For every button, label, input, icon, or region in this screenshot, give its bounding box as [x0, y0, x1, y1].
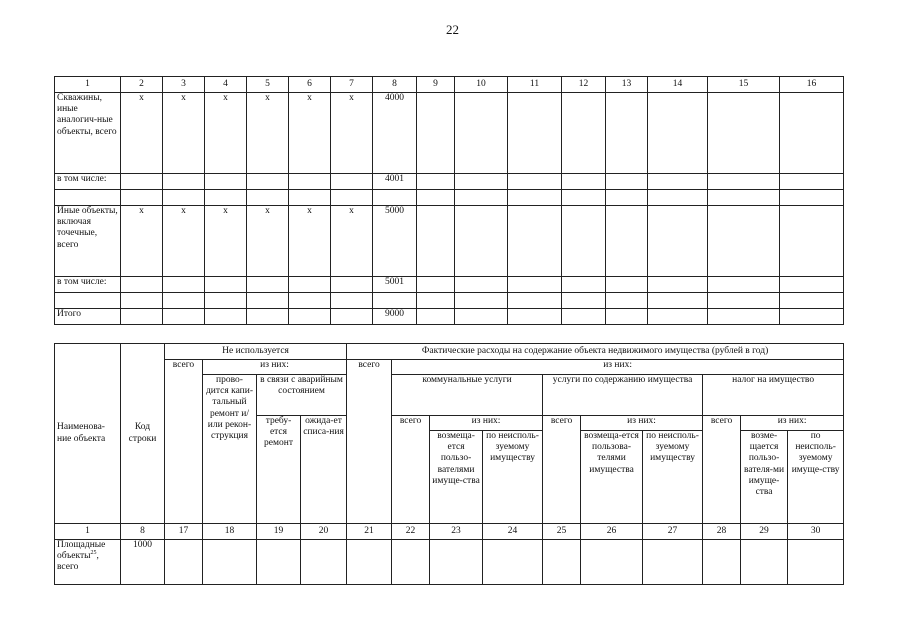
- data-cell: [643, 540, 703, 585]
- data-cell: [562, 206, 606, 277]
- data-cell: [417, 206, 455, 277]
- data-cell: [708, 293, 780, 309]
- data-cell: [508, 206, 562, 277]
- column-number: 10: [455, 77, 508, 93]
- table-row: [55, 293, 844, 309]
- data-cell: [606, 206, 648, 277]
- column-number: 20: [301, 524, 347, 540]
- data-cell: [165, 540, 203, 585]
- row-area-objects-code: 1000: [121, 540, 165, 585]
- row-area-objects-name: Площадные объекты$^{25}$, всего: [55, 540, 121, 585]
- data-cell: [562, 309, 606, 325]
- data-cell: [417, 293, 455, 309]
- data-cell: [741, 540, 788, 585]
- data-cell: [121, 277, 163, 293]
- table-row: [55, 190, 844, 206]
- data-cell: [780, 93, 844, 174]
- data-cell: [289, 277, 331, 293]
- data-cell: [455, 174, 508, 190]
- x-mark: х: [163, 206, 205, 277]
- data-cell: [417, 309, 455, 325]
- data-cell: [121, 293, 163, 309]
- data-cell: [780, 174, 844, 190]
- data-cell: [205, 174, 247, 190]
- data-cell: [205, 277, 247, 293]
- data-cell: [508, 174, 562, 190]
- data-cell: [508, 190, 562, 206]
- data-cell: [455, 293, 508, 309]
- data-cell: [708, 277, 780, 293]
- column-number: 1: [55, 77, 121, 93]
- table-row: [55, 309, 844, 325]
- header-awaits-writeoff: ожида-ет списа-ния: [301, 416, 347, 524]
- header-maintenance-reimbursed: возмеща-ется пользова-телями имущества: [581, 431, 643, 524]
- header-property-tax: налог на имущество: [703, 375, 844, 416]
- column-number: 8: [373, 77, 417, 93]
- data-cell: [289, 293, 331, 309]
- data-cell: [247, 190, 289, 206]
- table-unused-expenses: [54, 343, 844, 585]
- data-cell: [455, 309, 508, 325]
- row-name: в том числе:: [55, 277, 121, 293]
- data-cell: [163, 277, 205, 293]
- data-cell: [257, 540, 301, 585]
- header-utilities-of-which: из них:: [430, 416, 543, 431]
- data-cell: [417, 277, 455, 293]
- data-cell: [301, 540, 347, 585]
- data-cell: [247, 293, 289, 309]
- header-capital-repair: прово-дится капи-тальный ремонт и/или рекон-струкция: [203, 375, 257, 524]
- data-cell: [648, 174, 708, 190]
- data-cell: [562, 293, 606, 309]
- header-maintenance-total: всего: [543, 416, 581, 524]
- table-row: [55, 277, 844, 293]
- column-number: 8: [121, 524, 165, 540]
- data-cell: [648, 309, 708, 325]
- data-cell: [205, 293, 247, 309]
- data-cell: [606, 293, 648, 309]
- data-cell: [417, 174, 455, 190]
- data-cell: [606, 93, 648, 174]
- column-number: 21: [347, 524, 392, 540]
- data-cell: [708, 309, 780, 325]
- column-number: 2: [121, 77, 163, 93]
- header-maintenance: услуги по содержанию имущества: [543, 375, 703, 416]
- column-number: 11: [508, 77, 562, 93]
- data-cell: [708, 93, 780, 174]
- data-cell: [606, 174, 648, 190]
- column-number: 5: [247, 77, 289, 93]
- column-number: 18: [203, 524, 257, 540]
- data-cell: [121, 309, 163, 325]
- x-mark: х: [121, 206, 163, 277]
- page-number: 22: [446, 22, 459, 37]
- column-number: 16: [780, 77, 844, 93]
- column-number: 13: [606, 77, 648, 93]
- data-cell: [373, 293, 417, 309]
- data-cell: [708, 206, 780, 277]
- column-number: 15: [708, 77, 780, 93]
- data-cell: [392, 540, 430, 585]
- data-cell: [331, 190, 373, 206]
- header-unused: Не используется: [165, 344, 347, 360]
- header-expenses-of-which: из них:: [392, 360, 844, 375]
- x-mark: х: [289, 93, 331, 174]
- data-cell: [455, 206, 508, 277]
- row-name: в том числе:: [55, 174, 121, 190]
- x-mark: х: [205, 93, 247, 174]
- row-code: 4001: [373, 174, 417, 190]
- x-mark: х: [163, 93, 205, 174]
- header-utilities: коммунальные услуги: [392, 375, 543, 416]
- column-number: 6: [289, 77, 331, 93]
- data-cell: [417, 93, 455, 174]
- data-cell: [483, 540, 543, 585]
- data-cell: [508, 309, 562, 325]
- column-number: 25: [543, 524, 581, 540]
- row-name: Скважины, иные аналогич-ные объекты, всего: [55, 93, 121, 174]
- column-number: 28: [703, 524, 741, 540]
- column-number: 27: [643, 524, 703, 540]
- column-number: 29: [741, 524, 788, 540]
- header-tax-unused: по неисполь-зуемому имуще-ству: [788, 431, 844, 524]
- row-code: 9000: [373, 309, 417, 325]
- header-tax-of-which: из них:: [741, 416, 844, 431]
- column-number: 22: [392, 524, 430, 540]
- column-number: 17: [165, 524, 203, 540]
- data-cell: [163, 293, 205, 309]
- data-cell: [708, 174, 780, 190]
- data-cell: [163, 309, 205, 325]
- data-cell: [205, 190, 247, 206]
- header-actual-expenses: Фактические расходы на содержание объекта недвижимого имущества (рублей в год): [347, 344, 844, 360]
- data-cell: [163, 190, 205, 206]
- data-cell: [289, 174, 331, 190]
- footnote-ref: 25: [90, 550, 97, 557]
- data-cell: [788, 540, 844, 585]
- data-cell: [163, 174, 205, 190]
- data-cell: [205, 309, 247, 325]
- header-utilities-reimbursed: возмеща-ется пользо-вателями имуще-ства: [430, 431, 483, 524]
- x-mark: х: [289, 206, 331, 277]
- header-unused-total: всего: [165, 360, 203, 524]
- data-cell: [430, 540, 483, 585]
- data-cell: [347, 540, 392, 585]
- data-cell: [780, 277, 844, 293]
- column-number: 23: [430, 524, 483, 540]
- header-name: Наименова-ние объекта: [55, 344, 121, 524]
- table-columns-1-16: [54, 76, 844, 325]
- data-cell: [780, 206, 844, 277]
- data-cell: [508, 293, 562, 309]
- header-maintenance-of-which: из них:: [581, 416, 703, 431]
- data-cell: [247, 174, 289, 190]
- data-cell: [289, 190, 331, 206]
- data-cell: [331, 277, 373, 293]
- data-cell: [780, 293, 844, 309]
- header-utilities-unused: по неисполь-зуемому имуществу: [483, 431, 543, 524]
- data-cell: [508, 277, 562, 293]
- data-cell: [331, 293, 373, 309]
- data-cell: [648, 190, 708, 206]
- column-number: 7: [331, 77, 373, 93]
- data-cell: [780, 309, 844, 325]
- column-number: 26: [581, 524, 643, 540]
- x-mark: х: [247, 93, 289, 174]
- data-cell: [55, 293, 121, 309]
- column-number: 14: [648, 77, 708, 93]
- row-code: 5001: [373, 277, 417, 293]
- x-mark: х: [331, 206, 373, 277]
- data-cell: [648, 93, 708, 174]
- row-code: 4000: [373, 93, 417, 174]
- header-unused-of-which: из них:: [203, 360, 347, 375]
- data-cell: [55, 190, 121, 206]
- table-row: [55, 93, 844, 174]
- data-cell: [581, 540, 643, 585]
- x-mark: х: [121, 93, 163, 174]
- column-number: 24: [483, 524, 543, 540]
- column-number: 1: [55, 524, 121, 540]
- data-cell: [455, 190, 508, 206]
- header-code: Код строки: [121, 344, 165, 524]
- data-cell: [121, 174, 163, 190]
- column-number: 30: [788, 524, 844, 540]
- data-cell: [562, 277, 606, 293]
- data-cell: [562, 174, 606, 190]
- header-emergency: в связи с аварийным состоянием: [257, 375, 347, 416]
- data-cell: [373, 190, 417, 206]
- row-name: Итого: [55, 309, 121, 325]
- x-mark: х: [205, 206, 247, 277]
- x-mark: х: [247, 206, 289, 277]
- data-cell: [606, 277, 648, 293]
- row-name: Иные объекты, включая точечные, всего: [55, 206, 121, 277]
- table-row: [55, 174, 844, 190]
- data-cell: [780, 190, 844, 206]
- data-cell: [331, 309, 373, 325]
- data-cell: [247, 277, 289, 293]
- x-mark: х: [331, 93, 373, 174]
- column-number: 12: [562, 77, 606, 93]
- data-cell: [606, 190, 648, 206]
- data-cell: [543, 540, 581, 585]
- data-cell: [648, 293, 708, 309]
- header-maintenance-unused: по неисполь-зуемому имуществу: [643, 431, 703, 524]
- data-cell: [562, 93, 606, 174]
- data-cell: [455, 277, 508, 293]
- data-cell: [331, 174, 373, 190]
- data-cell: [203, 540, 257, 585]
- data-cell: [289, 309, 331, 325]
- data-cell: [562, 190, 606, 206]
- data-cell: [121, 190, 163, 206]
- row-code: 5000: [373, 206, 417, 277]
- header-expenses-total: всего: [347, 360, 392, 524]
- data-cell: [648, 206, 708, 277]
- column-number: 19: [257, 524, 301, 540]
- header-tax-total: всего: [703, 416, 741, 524]
- data-cell: [508, 93, 562, 174]
- header-tax-reimbursed: возме-щается пользо-вателя-ми имуще-ства: [741, 431, 788, 524]
- header-needs-repair: требу-ется ремонт: [257, 416, 301, 524]
- column-number: 4: [205, 77, 247, 93]
- data-cell: [703, 540, 741, 585]
- header-utilities-total: всего: [392, 416, 430, 524]
- column-number: 9: [417, 77, 455, 93]
- data-cell: [708, 190, 780, 206]
- column-number: 3: [163, 77, 205, 93]
- data-cell: [648, 277, 708, 293]
- table-row: [55, 206, 844, 277]
- data-cell: [606, 309, 648, 325]
- data-cell: [417, 190, 455, 206]
- data-cell: [455, 93, 508, 174]
- data-cell: [247, 309, 289, 325]
